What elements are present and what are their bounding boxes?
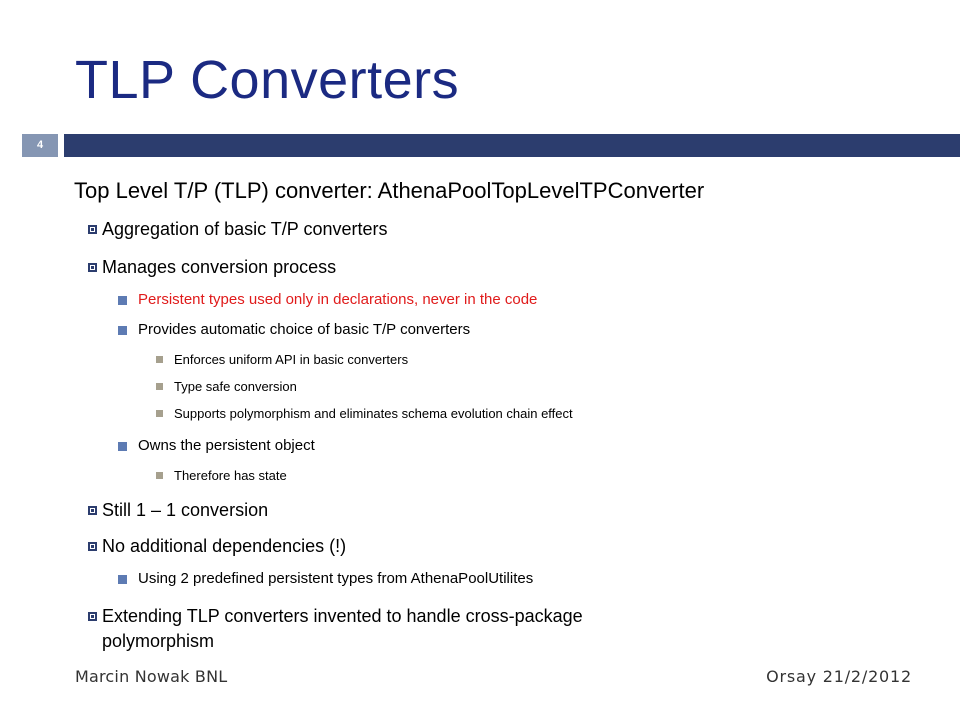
bullet-text: Provides automatic choice of basic T/P converters: [138, 321, 471, 338]
bullet-text: Manages conversion process: [102, 257, 337, 277]
square-bullet-icon: [88, 612, 97, 621]
square-bullet-icon: [156, 383, 163, 390]
square-bullet-icon: [88, 225, 97, 234]
square-bullet-icon: [118, 442, 127, 451]
bullet-text: Therefore has state: [174, 468, 287, 483]
bullet-item: [102, 218, 388, 240]
square-bullet-icon: [88, 263, 97, 272]
sub-bullet-item: [138, 290, 537, 310]
footer-author: Marcin Nowak BNL: [75, 667, 228, 686]
sub-sub-bullet-item: [174, 351, 408, 369]
bullet-text: Owns the persistent object: [138, 437, 315, 454]
bullet-text: Type safe conversion: [174, 379, 297, 394]
bullet-item: [102, 499, 268, 521]
footer-date: Orsay 21/2/2012: [766, 667, 912, 686]
sub-sub-bullet-item: [174, 405, 573, 423]
bullet-text: polymorphism: [102, 631, 215, 651]
square-bullet-icon: [156, 472, 163, 479]
sub-sub-bullet-item: [174, 467, 287, 485]
square-bullet-icon: [118, 575, 127, 584]
square-bullet-icon: [156, 356, 163, 363]
bullet-item: [102, 256, 336, 278]
bullet-continuation: [102, 630, 214, 652]
lead-text: Top Level T/P (TLP) converter: AthenaPoolTopLevelTPConverter: [74, 178, 705, 203]
bullet-item: [102, 605, 583, 627]
slide-number: 4: [22, 134, 58, 157]
sub-bullet-item: [138, 320, 470, 340]
square-bullet-icon: [118, 296, 127, 305]
bullet-text: Supports polymorphism and eliminates schema evolution chain effect: [174, 406, 573, 421]
bullet-text: Aggregation of basic T/P converters: [102, 219, 388, 239]
sub-bullet-item: [138, 569, 533, 589]
square-bullet-icon: [118, 326, 127, 335]
square-bullet-icon: [88, 506, 97, 515]
bullet-text: Enforces uniform API in basic converters: [174, 352, 409, 367]
bullet-text: Extending TLP converters invented to handle cross-package: [102, 606, 583, 626]
sub-bullet-item: [138, 436, 315, 456]
square-bullet-icon: [88, 542, 97, 551]
sub-sub-bullet-item: [174, 378, 297, 396]
bullet-text: No additional dependencies (!): [102, 536, 347, 556]
bullet-text: Persistent types used only in declarations, never in the code: [138, 291, 538, 308]
slide-title: TLP Converters: [75, 50, 460, 110]
square-bullet-icon: [156, 410, 163, 417]
bullet-text: Still 1 – 1 conversion: [102, 500, 269, 520]
bullet-item: [102, 535, 346, 557]
bullet-text: Using 2 predefined persistent types from AthenaPoolUtilites: [138, 570, 534, 587]
